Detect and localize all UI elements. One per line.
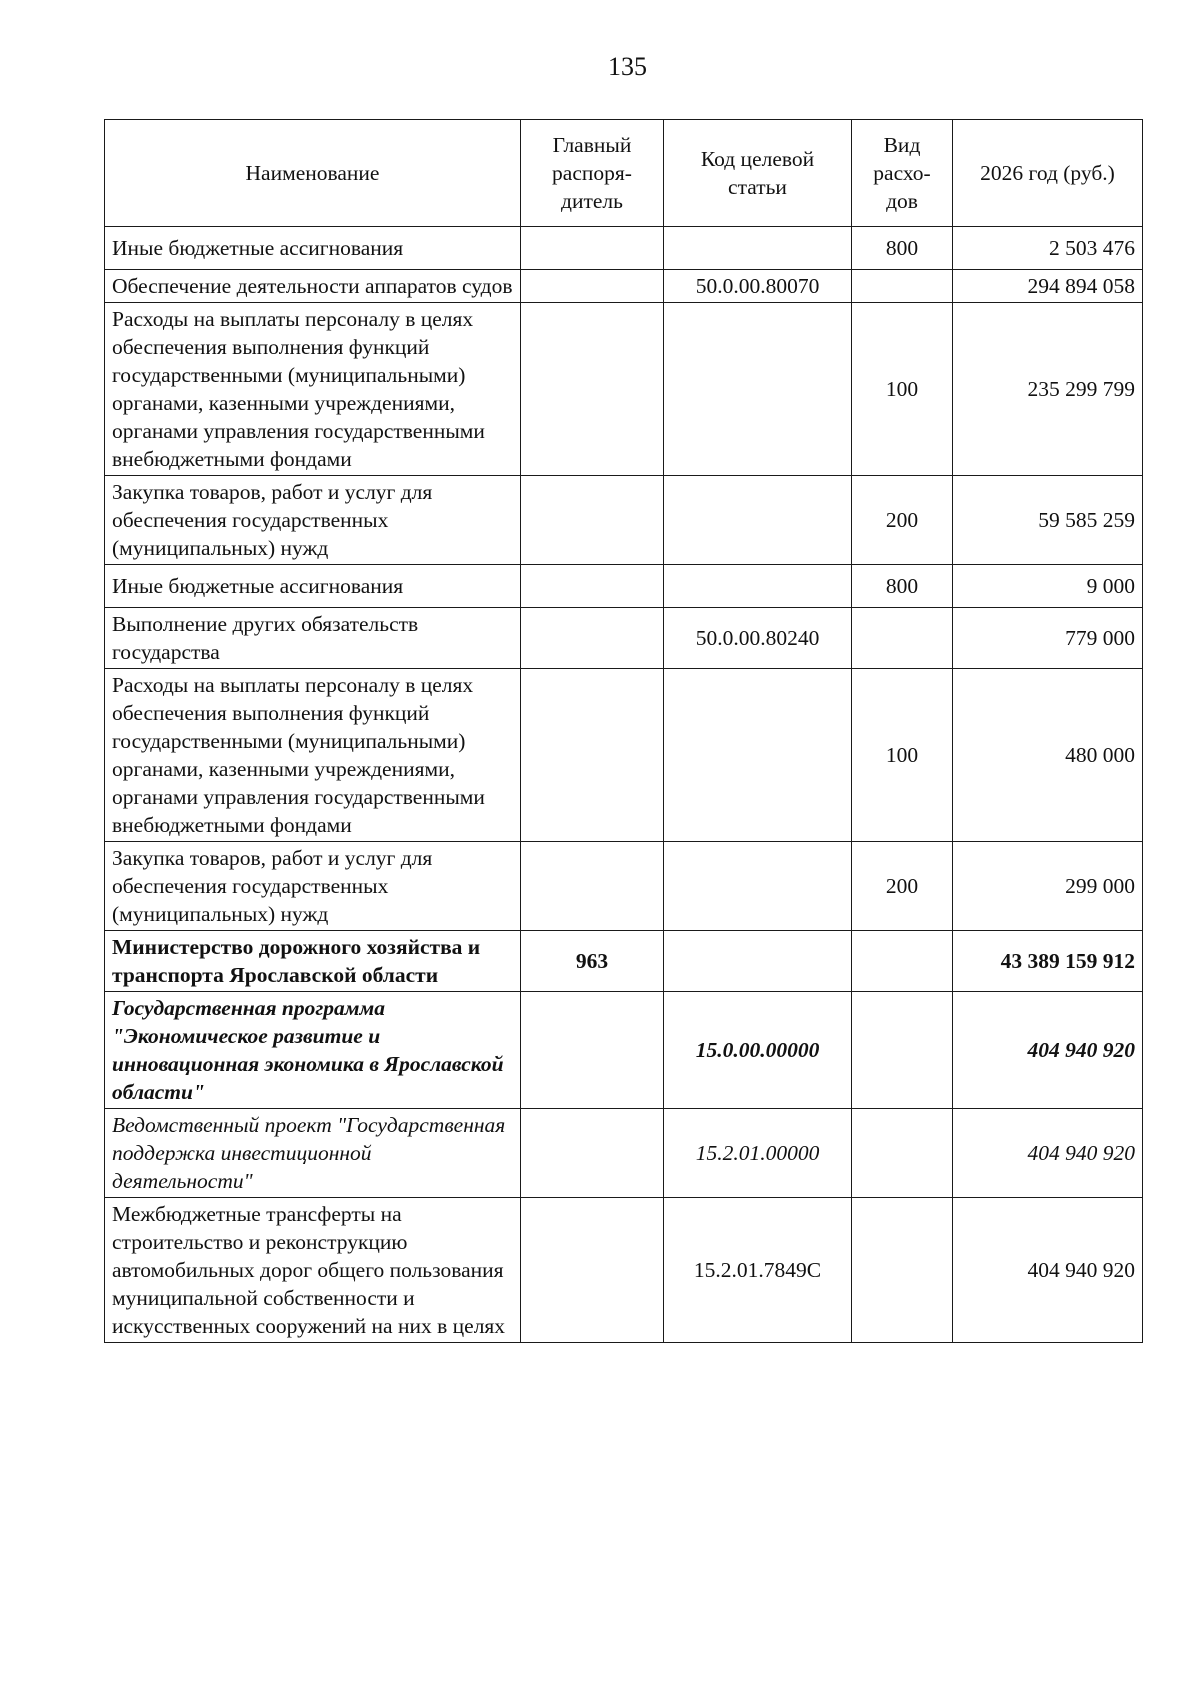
cell-code bbox=[664, 669, 852, 842]
cell-code bbox=[664, 842, 852, 931]
table-row bbox=[105, 1198, 1143, 1343]
table-row bbox=[105, 842, 1143, 931]
cell-sum: 59 585 259 bbox=[953, 476, 1143, 565]
cell-code: 15.0.00.00000 bbox=[664, 992, 852, 1109]
cell-name: Закупка товаров, работ и услуг для обеспечения государственных (муниципальных) нужд bbox=[105, 842, 521, 931]
cell-sum: 299 000 bbox=[953, 842, 1143, 931]
cell-name: Министерство дорожного хозяйства и транспорта Ярославской области bbox=[105, 931, 521, 992]
cell-code: 50.0.00.80070 bbox=[664, 270, 852, 303]
table-header-row bbox=[105, 120, 1143, 227]
cell-name: Обеспечение деятельности аппаратов судов bbox=[105, 270, 521, 303]
cell-name: Расходы на выплаты персоналу в целях обеспечения выполнения функций государственными (муниципальными) органами, казенными учреждениями, органами управления государственными внебюджетными фондами bbox=[105, 303, 521, 476]
cell-sum: 2 503 476 bbox=[953, 227, 1143, 270]
cell-code: 50.0.00.80240 bbox=[664, 608, 852, 669]
table-row bbox=[105, 270, 1143, 303]
cell-sum: 779 000 bbox=[953, 608, 1143, 669]
cell-name: Иные бюджетные ассигнования bbox=[105, 565, 521, 608]
cell-vid: 100 bbox=[852, 303, 953, 476]
cell-grbs bbox=[521, 669, 664, 842]
table-row bbox=[105, 303, 1143, 476]
cell-name: Выполнение других обязательств государства bbox=[105, 608, 521, 669]
cell-name: Государственная программа "Экономическое развитие и инновационная экономика в Ярославской области" bbox=[105, 992, 521, 1109]
table-row bbox=[105, 1109, 1143, 1198]
budget-table bbox=[104, 119, 1143, 1343]
cell-vid bbox=[852, 931, 953, 992]
header-grbs: Главный распоря-дитель bbox=[521, 120, 664, 227]
cell-grbs bbox=[521, 842, 664, 931]
cell-sum: 294 894 058 bbox=[953, 270, 1143, 303]
cell-name: Закупка товаров, работ и услуг для обеспечения государственных (муниципальных) нужд bbox=[105, 476, 521, 565]
cell-code: 15.2.01.7849С bbox=[664, 1198, 852, 1343]
table-row bbox=[105, 476, 1143, 565]
cell-grbs bbox=[521, 476, 664, 565]
cell-sum: 404 940 920 bbox=[953, 992, 1143, 1109]
cell-name: Расходы на выплаты персоналу в целях обеспечения выполнения функций государственными (муниципальными) органами, казенными учреждениями, органами управления государственными внебюджетными фондами bbox=[105, 669, 521, 842]
cell-sum: 480 000 bbox=[953, 669, 1143, 842]
cell-code bbox=[664, 565, 852, 608]
cell-vid bbox=[852, 1198, 953, 1343]
cell-vid: 100 bbox=[852, 669, 953, 842]
table-row bbox=[105, 227, 1143, 270]
page-number: 135 bbox=[608, 52, 647, 81]
cell-grbs bbox=[521, 565, 664, 608]
cell-vid: 200 bbox=[852, 842, 953, 931]
cell-grbs bbox=[521, 992, 664, 1109]
cell-grbs bbox=[521, 227, 664, 270]
cell-vid bbox=[852, 1109, 953, 1198]
cell-grbs bbox=[521, 303, 664, 476]
table-row bbox=[105, 565, 1143, 608]
cell-code: 15.2.01.00000 bbox=[664, 1109, 852, 1198]
cell-name: Ведомственный проект "Государственная поддержка инвестиционной деятельности" bbox=[105, 1109, 521, 1198]
cell-vid: 800 bbox=[852, 227, 953, 270]
cell-code bbox=[664, 303, 852, 476]
cell-sum: 404 940 920 bbox=[953, 1198, 1143, 1343]
cell-name: Межбюджетные трансферты на строительство и реконструкцию автомобильных дорог общего пользования муниципальной собственности и искусственных сооружений на них в целях bbox=[105, 1198, 521, 1343]
header-code: Код целевой статьи bbox=[664, 120, 852, 227]
table-row bbox=[105, 992, 1143, 1109]
header-name: Наименование bbox=[105, 120, 521, 227]
cell-code bbox=[664, 227, 852, 270]
table-row bbox=[105, 931, 1143, 992]
header-sum: 2026 год (руб.) bbox=[953, 120, 1143, 227]
cell-grbs bbox=[521, 1198, 664, 1343]
cell-grbs bbox=[521, 270, 664, 303]
cell-vid bbox=[852, 270, 953, 303]
cell-grbs: 963 bbox=[521, 931, 664, 992]
table-row bbox=[105, 608, 1143, 669]
cell-grbs bbox=[521, 608, 664, 669]
cell-code bbox=[664, 476, 852, 565]
cell-name: Иные бюджетные ассигнования bbox=[105, 227, 521, 270]
cell-vid bbox=[852, 992, 953, 1109]
cell-vid bbox=[852, 608, 953, 669]
header-vid: Вид расхо-дов bbox=[852, 120, 953, 227]
cell-sum: 235 299 799 bbox=[953, 303, 1143, 476]
table-row bbox=[105, 669, 1143, 842]
cell-grbs bbox=[521, 1109, 664, 1198]
cell-code bbox=[664, 931, 852, 992]
cell-sum: 404 940 920 bbox=[953, 1109, 1143, 1198]
cell-vid: 200 bbox=[852, 476, 953, 565]
cell-vid: 800 bbox=[852, 565, 953, 608]
cell-sum: 43 389 159 912 bbox=[953, 931, 1143, 992]
cell-sum: 9 000 bbox=[953, 565, 1143, 608]
